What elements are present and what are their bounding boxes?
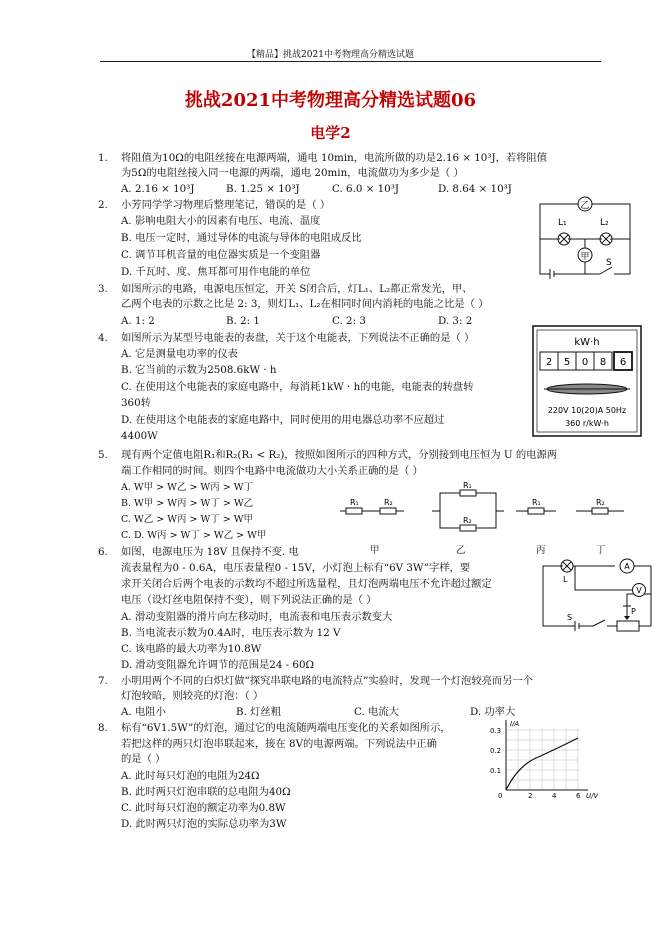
- q5-label-yi: 乙: [456, 545, 466, 556]
- question-text: 如图所示的电路，电源电压恒定，开关 S闭合后，灯L₁、L₂都正常发光，甲、: [121, 283, 473, 295]
- page-title: 挑战2021中考物理高分精选试题06: [184, 90, 477, 111]
- q5-resistor-circuits-figure: [336, 478, 636, 548]
- q3-switch-label: S: [606, 258, 612, 268]
- q6-voltmeter-label: V: [636, 586, 642, 595]
- option-d: C. D. W丙 > W丁 > W乙 > W甲: [121, 530, 267, 541]
- q5-label-jia: 甲: [370, 545, 380, 556]
- q6-lamp-label: L: [563, 575, 568, 584]
- question-text: 乙两个电表的示数之比是 2: 3，则灯L₁、L₂在相同时间内消耗的电能之比是（ ）: [121, 298, 489, 310]
- question-text: 电压（设灯丝电阻保持不变），则下列说法正确的是（ ）: [121, 594, 377, 606]
- question-number: 1.: [98, 152, 108, 164]
- q8-x-tick: 2: [528, 792, 533, 800]
- question-number: 5.: [98, 449, 108, 461]
- page-header: 【精品】挑战2021中考物理高分精选试题: [247, 50, 414, 60]
- option-c: C. W乙 > W丙 > W丁 > W甲: [121, 514, 254, 525]
- option-d: D. 功率大: [470, 706, 516, 718]
- option-c: C. 此时每只灯泡的额定功率为0.8W: [121, 802, 286, 814]
- question-text: 灯泡较暗，则较亮的灯泡：（ ）: [121, 690, 264, 702]
- q3-l2-label: L₂: [600, 218, 609, 228]
- question-text: 流表量程为0 - 0.6A，电压表量程0 - 15V，小灯泡上标有“6V 3W”字样，要: [121, 562, 471, 574]
- option-c-cont: 360转: [121, 397, 151, 409]
- question-text: 为5Ω的电阻丝接入同一电源的两端，通电 20min，电流做功为多少是（ ）: [121, 167, 464, 179]
- option-a: A. 2.16 × 10³J: [121, 183, 195, 195]
- q4-unit-label: kW·h: [574, 337, 600, 348]
- q3-circuit-figure: [530, 194, 640, 282]
- q8-x-tick: 4: [552, 792, 557, 800]
- option-a: A. 滑动变阻器的滑片向左移动时，电流表和电压表示数变大: [121, 611, 393, 623]
- q8-iu-graph-figure: [488, 718, 598, 804]
- q4-digit: 8: [599, 357, 607, 368]
- q4-digit-decimal: 6: [619, 357, 627, 368]
- option-d-cont: 4400W: [121, 430, 158, 442]
- q5-r2-label: R₂: [596, 498, 605, 507]
- q8-x-tick: 6: [576, 792, 581, 800]
- option-b: B. 电压一定时，通过导体的电流与导体的电阻成反比: [121, 232, 362, 244]
- q4-energy-meter-figure: [532, 325, 642, 437]
- q5-r1-label: R₁: [532, 498, 541, 507]
- question-text: 如图所示为某型号电能表的表盘，关于这个电能表，下列说法不正确的是（ ）: [121, 332, 475, 344]
- option-d: D. 千瓦时、度、焦耳都可用作电能的单位: [121, 266, 311, 278]
- option-c: C. 调节耳机音量的电位器实质是一个变阻器: [121, 249, 321, 261]
- question-text: 若把这样的两只灯泡串联起来，接在 8V的电源两端。下列说法中正确: [121, 738, 437, 750]
- option-a: A. 1: 2: [121, 315, 155, 327]
- q4-spec-line2: 360 r/kW·h: [565, 419, 609, 428]
- question-text: 求开关闭合后两个电表的示数均不超过所选量程，且灯泡两端电压不允许超过额定: [121, 578, 492, 590]
- question-number: 8.: [98, 722, 108, 734]
- option-b: B. 当电流表示数为0.4A时，电压表示数为 12 V: [121, 627, 341, 639]
- q5-label-bing: 丙: [536, 545, 546, 556]
- option-d: D. 滑动变阻器允许调节的范围是24 - 60Ω: [121, 659, 315, 671]
- q4-digit: 2: [545, 357, 553, 368]
- option-b: B. 它当前的示数为2508.6kW · h: [121, 364, 277, 376]
- option-a: A. 此时每只灯泡的电阻为24Ω: [121, 770, 260, 782]
- q6-slider-label: P: [631, 607, 636, 616]
- header-rule: [100, 61, 601, 62]
- q8-y-tick: 0.3: [490, 727, 502, 735]
- question-number: 2.: [98, 199, 108, 211]
- option-d: D. 3: 2: [438, 315, 473, 327]
- option-d: D. 8.64 × 10³J: [438, 183, 512, 195]
- option-a: A. 电阻小: [121, 706, 166, 718]
- option-a: A. W甲 > W乙 > W丙 > W丁: [121, 482, 253, 493]
- q6-ammeter-label: A: [624, 562, 630, 571]
- q4-digit: 5: [563, 357, 571, 368]
- q6-circuit-figure: [535, 554, 657, 638]
- q5-r1-label: R₁: [350, 498, 359, 507]
- q8-y-axis-label: I/A: [510, 720, 520, 728]
- question-text: 端工作相同的时间。则四个电路中电流做功大小关系正确的是（ ）: [121, 465, 423, 477]
- q8-x-axis-label: U/V: [586, 792, 598, 800]
- option-c: C. 该电路的最大功率为10.8W: [121, 643, 262, 655]
- q6-switch-label: S: [567, 613, 573, 622]
- option-a: A. 它是测量电功率的仪表: [121, 348, 238, 360]
- question-text: 的是（ ）: [121, 753, 166, 765]
- option-d: D. 在使用这个电能表的家庭电路中，同时使用的用电器总功率不应超过: [121, 414, 445, 426]
- question-text: 小明用两个不同的白炽灯做“探究串联电路的电流特点”实验时，发现一个灯泡较亮而另一个: [121, 675, 534, 687]
- option-c: C. 在使用这个电能表的家庭电路中，每消耗1kW · h的电能，电能表的转盘转: [121, 381, 474, 393]
- section-title: 电学2: [310, 124, 351, 142]
- q8-y-tick: 0.2: [490, 747, 502, 755]
- option-d: D. 此时两只灯泡的实际总功率为3W: [121, 818, 287, 830]
- option-c: C. 6.0 × 10³J: [332, 183, 399, 195]
- q8-origin-tick: 0: [498, 792, 503, 800]
- option-b: B. W甲 > W丙 > W丁 > W乙: [121, 498, 254, 509]
- q5-r1-label: R₁: [463, 481, 472, 490]
- q8-y-tick: 0.1: [490, 767, 502, 775]
- question-number: 4.: [98, 332, 108, 344]
- q3-meter-mid-label: 甲: [580, 252, 590, 262]
- question-text: 现有两个定值电阻R₁和R₂(R₁ < R₂)，按照如图所示的四种方式，分别接到电压恒为 U 的电源两: [121, 449, 558, 461]
- option-b: B. 此时两只灯泡串联的总电阻为40Ω: [121, 786, 291, 798]
- option-a: A. 影响电阻大小的因素有电压、电流、温度: [121, 215, 321, 227]
- option-b: B. 1.25 × 10³J: [226, 183, 300, 195]
- question-number: 7.: [98, 675, 108, 687]
- q4-spec-line1: 220V 10(20)A 50Hz: [547, 406, 627, 415]
- question-text: 将阻值为10Ω的电阻丝接在电源两端，通电 10min，电流所做的功是2.16 × 10³J，若将阻值: [121, 152, 548, 164]
- q5-label-ding: 丁: [596, 545, 606, 556]
- question-text: 标有“6V1.5W”的灯泡，通过它的电流随两端电压变化的关系如图所示，: [121, 722, 451, 734]
- q3-l1-label: L₁: [558, 218, 567, 228]
- q5-r2-label: R₂: [384, 498, 393, 507]
- q5-r2-label: R₂: [463, 516, 472, 525]
- option-b: B. 2: 1: [226, 315, 260, 327]
- question-number: 6.: [98, 546, 108, 558]
- question-text: 小芳同学学习物理后整理笔记，错误的是（ ）: [121, 199, 331, 211]
- question-number: 3.: [98, 283, 108, 295]
- option-c: C. 电流大: [354, 706, 399, 718]
- question-text: 如图，电源电压为 18V 且保持不变. 电: [121, 546, 299, 558]
- option-b: B. 灯丝粗: [236, 706, 282, 718]
- q3-meter-top-label: 乙: [580, 201, 590, 211]
- q4-digit: 0: [581, 357, 589, 368]
- option-c: C. 2: 3: [332, 315, 366, 327]
